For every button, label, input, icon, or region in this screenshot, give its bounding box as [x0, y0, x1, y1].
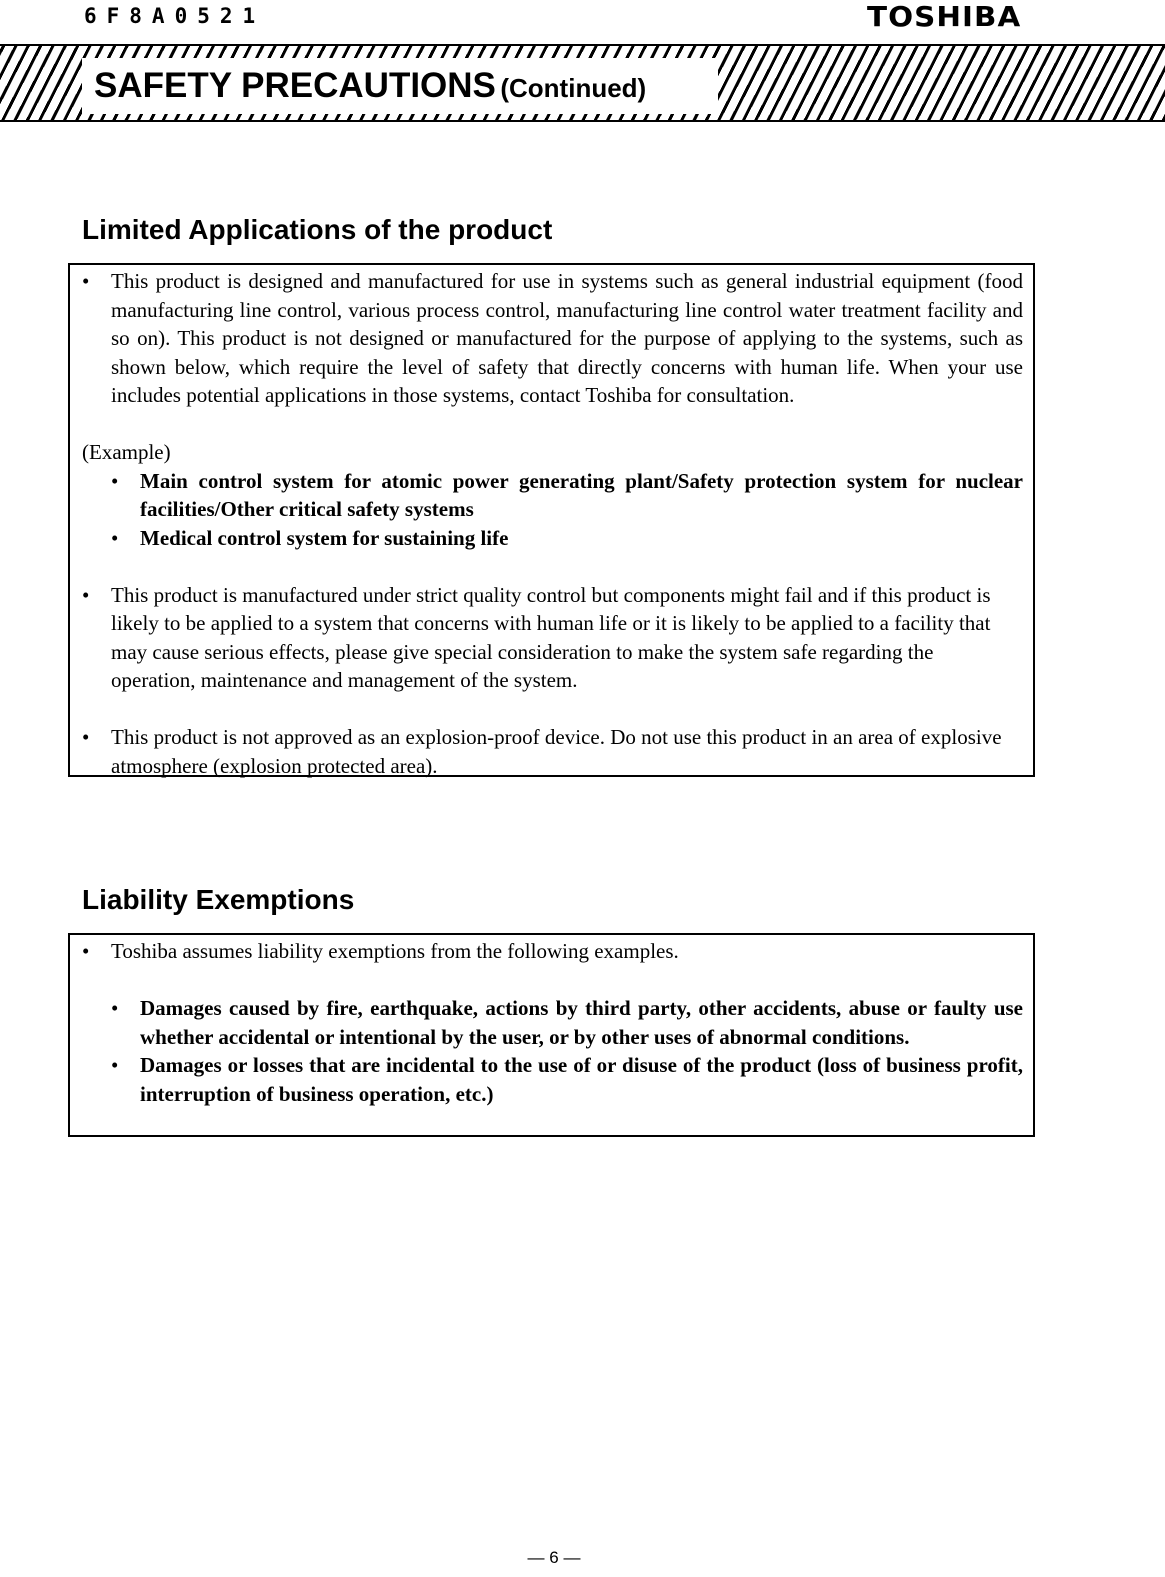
list-item: [111, 1051, 1023, 1108]
page-number: — 6 —: [527, 1548, 581, 1567]
toshiba-logo: TOSHIBA: [867, 0, 1022, 33]
bullet-icon: •: [111, 468, 119, 493]
liability-exemptions-box: [68, 933, 1035, 1137]
explosion-proof-text: This product is not approved as an explosion-proof device. Do not use this product in an area of explosive atmosphere (explosion protected area).: [111, 725, 1002, 778]
example-item: Main control system for atomic power generating plant/Safety protection system for nuclear facilities/Other critical safety systems: [140, 468, 1023, 521]
bullet-icon: •: [82, 939, 90, 963]
design-purpose-text: This product is designed and manufactured for use in systems such as general industrial equipment (food manufacturing line control, various process control, manufacturing line control water treatment facility and so on). This product is not designed or manufactured for the purpose of applying to the systems, such as shown below, which require the level of safety that directly concerns with human life. When your use includes potential applications in those systems, contact Toshiba for consultation.: [111, 269, 1023, 407]
page-title-continued: (Continued): [500, 73, 647, 103]
document-code: 6F8A0521: [84, 4, 266, 28]
list-item: [82, 267, 1023, 410]
list-item: [82, 581, 1023, 695]
list-item: [82, 937, 1023, 966]
list-item: [111, 467, 1023, 524]
bullet-icon: •: [111, 1053, 119, 1077]
liability-intro-text: Toshiba assumes liability exemptions from the following examples.: [111, 939, 679, 963]
bullet-icon: •: [82, 725, 90, 749]
limited-applications-box: [68, 263, 1035, 777]
example-label: (Example): [82, 440, 171, 464]
example-list: [82, 467, 1023, 553]
quality-control-text: This product is manufactured under strict quality control but components might fail and if this product is likely to be applied to a system that concerns with human life or it is likely to be applied to a facility that may cause serious effects, please give special consideration to make the system safe regarding the operation, maintenance and management of the system.: [111, 582, 991, 692]
list-item: [82, 723, 1023, 780]
limited-applications-heading: Limited Applications of the product: [82, 214, 553, 245]
bullet-icon: •: [111, 525, 119, 550]
bullet-icon: •: [82, 269, 90, 293]
bullet-icon: •: [82, 582, 90, 607]
page-title: [82, 58, 718, 114]
list-item: [111, 994, 1023, 1051]
list-item: [111, 524, 1023, 553]
bullet-icon: •: [111, 996, 119, 1020]
liability-list: [82, 994, 1023, 1108]
liability-item: Damages caused by fire, earthquake, actions by third party, other accidents, abuse or faulty use whether accidental or intentional by the user, or by other uses of abnormal conditions.: [140, 996, 1023, 1049]
liability-exemptions-heading: Liability Exemptions: [82, 884, 355, 915]
liability-item: Damages or losses that are incidental to the use of or disuse of the product (loss of business profit, interruption of business operation, etc.): [140, 1053, 1023, 1106]
example-item: Medical control system for sustaining life: [140, 525, 509, 550]
page-title-main: SAFETY PRECAUTIONS: [94, 66, 496, 105]
